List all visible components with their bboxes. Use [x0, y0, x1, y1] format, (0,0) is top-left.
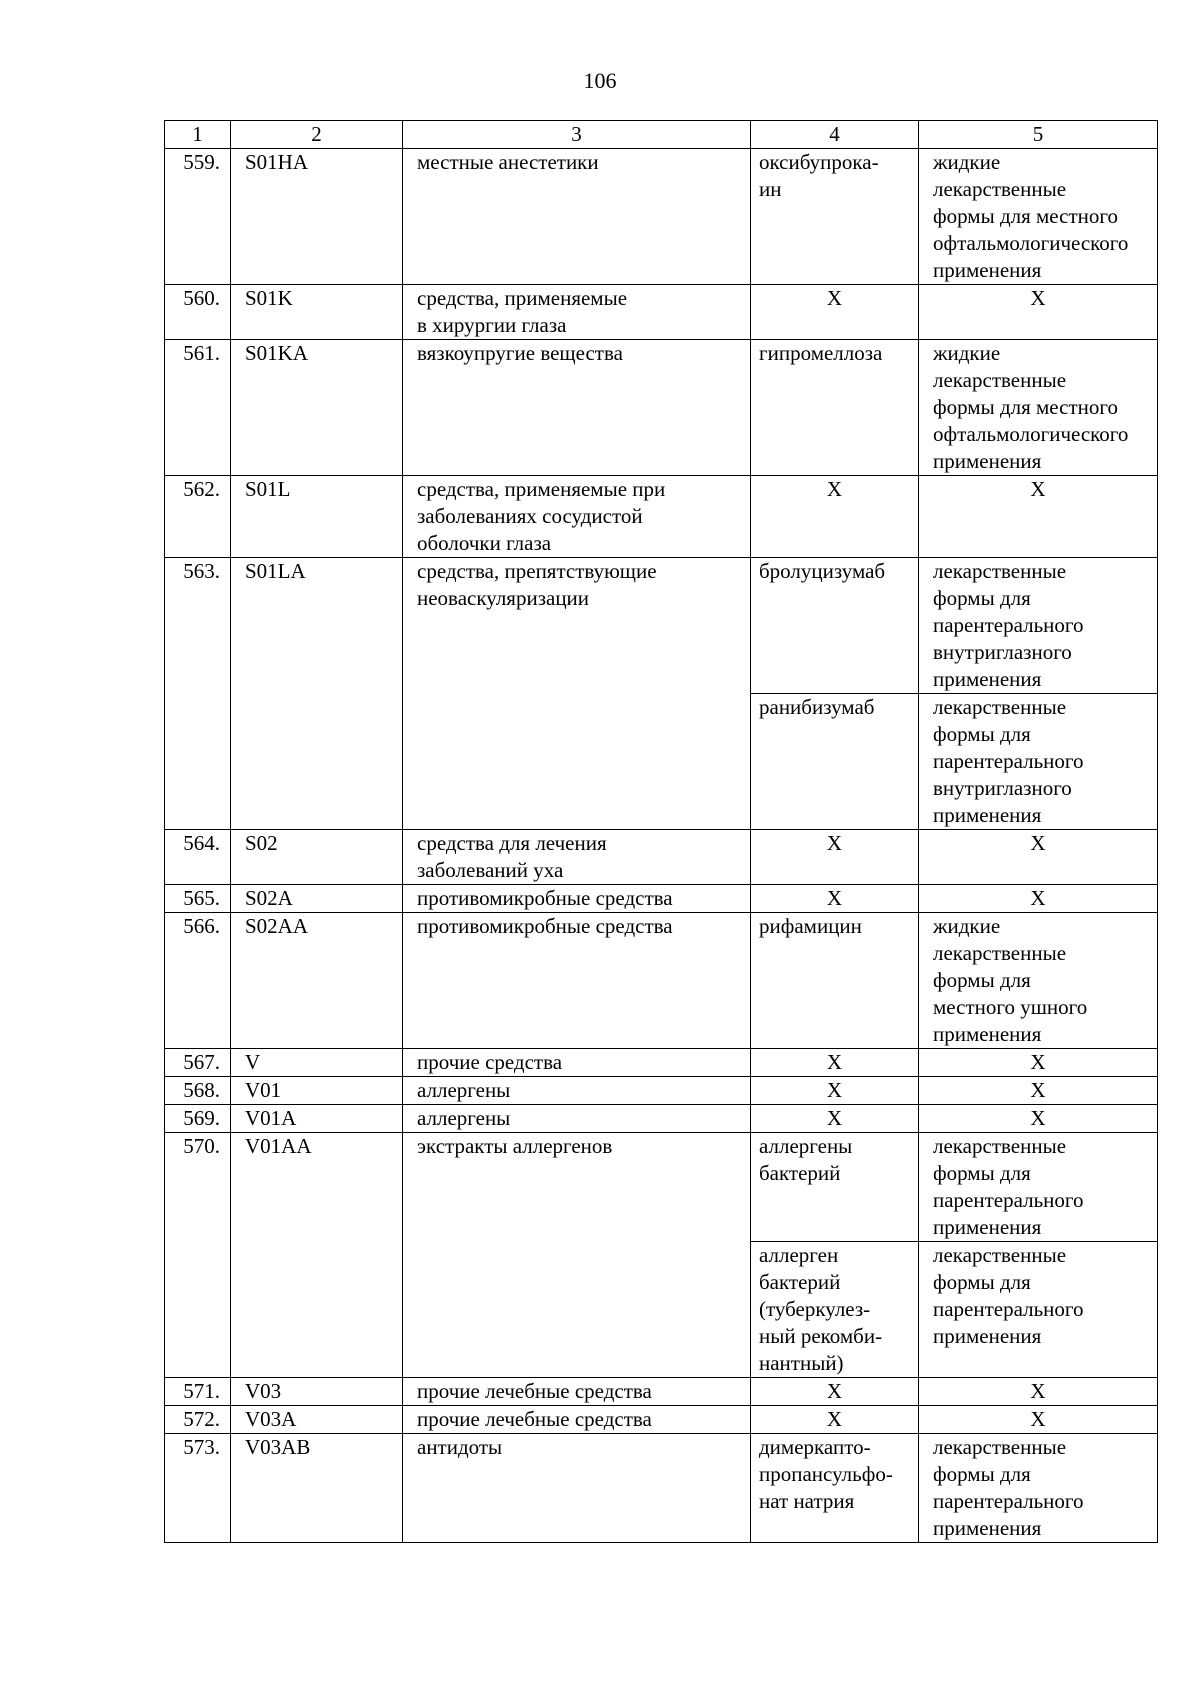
group-name-cell: противомикробные средства: [403, 913, 751, 1049]
atc-code-cell: S01L: [231, 476, 403, 558]
atc-code-cell: S01HA: [231, 149, 403, 285]
table-row: [165, 1434, 1158, 1543]
row-number-cell: 569.: [165, 1105, 231, 1133]
group-name-cell: прочие средства: [403, 1049, 751, 1077]
row-number-cell: 568.: [165, 1077, 231, 1105]
dosage-form-cell: жидкие лекарственные формы для местного офтальмологического применения: [919, 340, 1158, 476]
group-name-cell: противомикробные средства: [403, 885, 751, 913]
row-number-cell: 571.: [165, 1378, 231, 1406]
drug-name-cell: X: [751, 1378, 919, 1406]
table-row: [165, 830, 1158, 885]
atc-code-cell: V03AB: [231, 1434, 403, 1543]
row-number-cell: 561.: [165, 340, 231, 476]
group-name-cell: антидоты: [403, 1434, 751, 1543]
drug-name-cell: X: [751, 830, 919, 885]
drug-name-cell: рифамицин: [751, 913, 919, 1049]
dosage-form-cell: лекарственные формы для парентерального внутриглазного применения: [919, 558, 1158, 694]
group-name-cell: аллергены: [403, 1077, 751, 1105]
dosage-form-cell: жидкие лекарственные формы для местного офтальмологического применения: [919, 149, 1158, 285]
atc-code-cell: S01K: [231, 285, 403, 340]
drug-name-cell: димеркапто- пропансульфо- нат натрия: [751, 1434, 919, 1543]
table-row: [165, 476, 1158, 558]
group-name-cell: вязкоупругие вещества: [403, 340, 751, 476]
row-number-cell: 565.: [165, 885, 231, 913]
column-header: 4: [751, 121, 919, 149]
dosage-form-cell: X: [919, 1049, 1158, 1077]
group-name-cell: местные анестетики: [403, 149, 751, 285]
table-row: [165, 149, 1158, 285]
table-row: [165, 1049, 1158, 1077]
dosage-form-cell: лекарственные формы для парентерального применения: [919, 1242, 1158, 1378]
column-header: 1: [165, 121, 231, 149]
row-number-cell: 572.: [165, 1406, 231, 1434]
dosage-form-cell: лекарственные формы для парентерального применения: [919, 1133, 1158, 1242]
drug-name-cell: оксибупрока- ин: [751, 149, 919, 285]
column-header: 5: [919, 121, 1158, 149]
table-row: [165, 1133, 1158, 1242]
drug-name-cell: X: [751, 1105, 919, 1133]
dosage-form-cell: лекарственные формы для парентерального внутриглазного применения: [919, 694, 1158, 830]
dosage-form-cell: X: [919, 830, 1158, 885]
row-number-cell: 566.: [165, 913, 231, 1049]
row-number-cell: 573.: [165, 1434, 231, 1543]
drug-name-cell: X: [751, 285, 919, 340]
atc-code-cell: S02A: [231, 885, 403, 913]
group-name-cell: средства, применяемые при заболеваниях сосудистой оболочки глаза: [403, 476, 751, 558]
group-name-cell: прочие лечебные средства: [403, 1406, 751, 1434]
dosage-form-cell: X: [919, 1077, 1158, 1105]
row-number-cell: 564.: [165, 830, 231, 885]
group-name-cell: средства, препятствующие неоваскуляризации: [403, 558, 751, 830]
row-number-cell: 563.: [165, 558, 231, 830]
column-header: 3: [403, 121, 751, 149]
table-row: [165, 558, 1158, 694]
drug-name-cell: X: [751, 1077, 919, 1105]
atc-code-cell: S02AA: [231, 913, 403, 1049]
row-number-cell: 559.: [165, 149, 231, 285]
table-row: [165, 1077, 1158, 1105]
atc-code-cell: V03A: [231, 1406, 403, 1434]
drug-name-cell: ранибизумаб: [751, 694, 919, 830]
dosage-form-cell: X: [919, 885, 1158, 913]
atc-code-cell: S01KA: [231, 340, 403, 476]
row-number-cell: 567.: [165, 1049, 231, 1077]
table-row: [165, 285, 1158, 340]
table-row: [165, 1378, 1158, 1406]
atc-code-cell: V01: [231, 1077, 403, 1105]
table-row: [165, 1406, 1158, 1434]
dosage-form-cell: лекарственные формы для парентерального применения: [919, 1434, 1158, 1543]
table-row: [165, 885, 1158, 913]
group-name-cell: средства, применяемые в хирургии глаза: [403, 285, 751, 340]
dosage-form-cell: X: [919, 1406, 1158, 1434]
row-number-cell: 570.: [165, 1133, 231, 1378]
drug-name-cell: гипромеллоза: [751, 340, 919, 476]
table-row: [165, 1105, 1158, 1133]
dosage-form-cell: жидкие лекарственные формы для местного ушного применения: [919, 913, 1158, 1049]
column-header: 2: [231, 121, 403, 149]
drug-name-cell: бролуцизумаб: [751, 558, 919, 694]
drug-name-cell: X: [751, 1049, 919, 1077]
drug-name-cell: аллерген бактерий (туберкулез- ный рекомби- нантный): [751, 1242, 919, 1378]
dosage-form-cell: X: [919, 285, 1158, 340]
atc-code-cell: S02: [231, 830, 403, 885]
group-name-cell: средства для лечения заболеваний уха: [403, 830, 751, 885]
dosage-form-cell: X: [919, 1378, 1158, 1406]
drug-name-cell: X: [751, 885, 919, 913]
drug-name-cell: X: [751, 476, 919, 558]
row-number-cell: 562.: [165, 476, 231, 558]
row-number-cell: 560.: [165, 285, 231, 340]
atc-code-cell: S01LA: [231, 558, 403, 830]
atc-code-cell: V01AA: [231, 1133, 403, 1378]
atc-code-cell: V03: [231, 1378, 403, 1406]
table-row: [165, 340, 1158, 476]
drug-name-cell: X: [751, 1406, 919, 1434]
dosage-form-cell: X: [919, 1105, 1158, 1133]
table-header-row: [165, 121, 1158, 149]
table-row: [165, 913, 1158, 1049]
group-name-cell: экстракты аллергенов: [403, 1133, 751, 1378]
group-name-cell: прочие лечебные средства: [403, 1378, 751, 1406]
atc-code-cell: V: [231, 1049, 403, 1077]
drug-name-cell: аллергены бактерий: [751, 1133, 919, 1242]
page-number: 106: [583, 68, 617, 93]
drug-table: [164, 120, 1158, 1543]
atc-code-cell: V01A: [231, 1105, 403, 1133]
dosage-form-cell: X: [919, 476, 1158, 558]
group-name-cell: аллергены: [403, 1105, 751, 1133]
